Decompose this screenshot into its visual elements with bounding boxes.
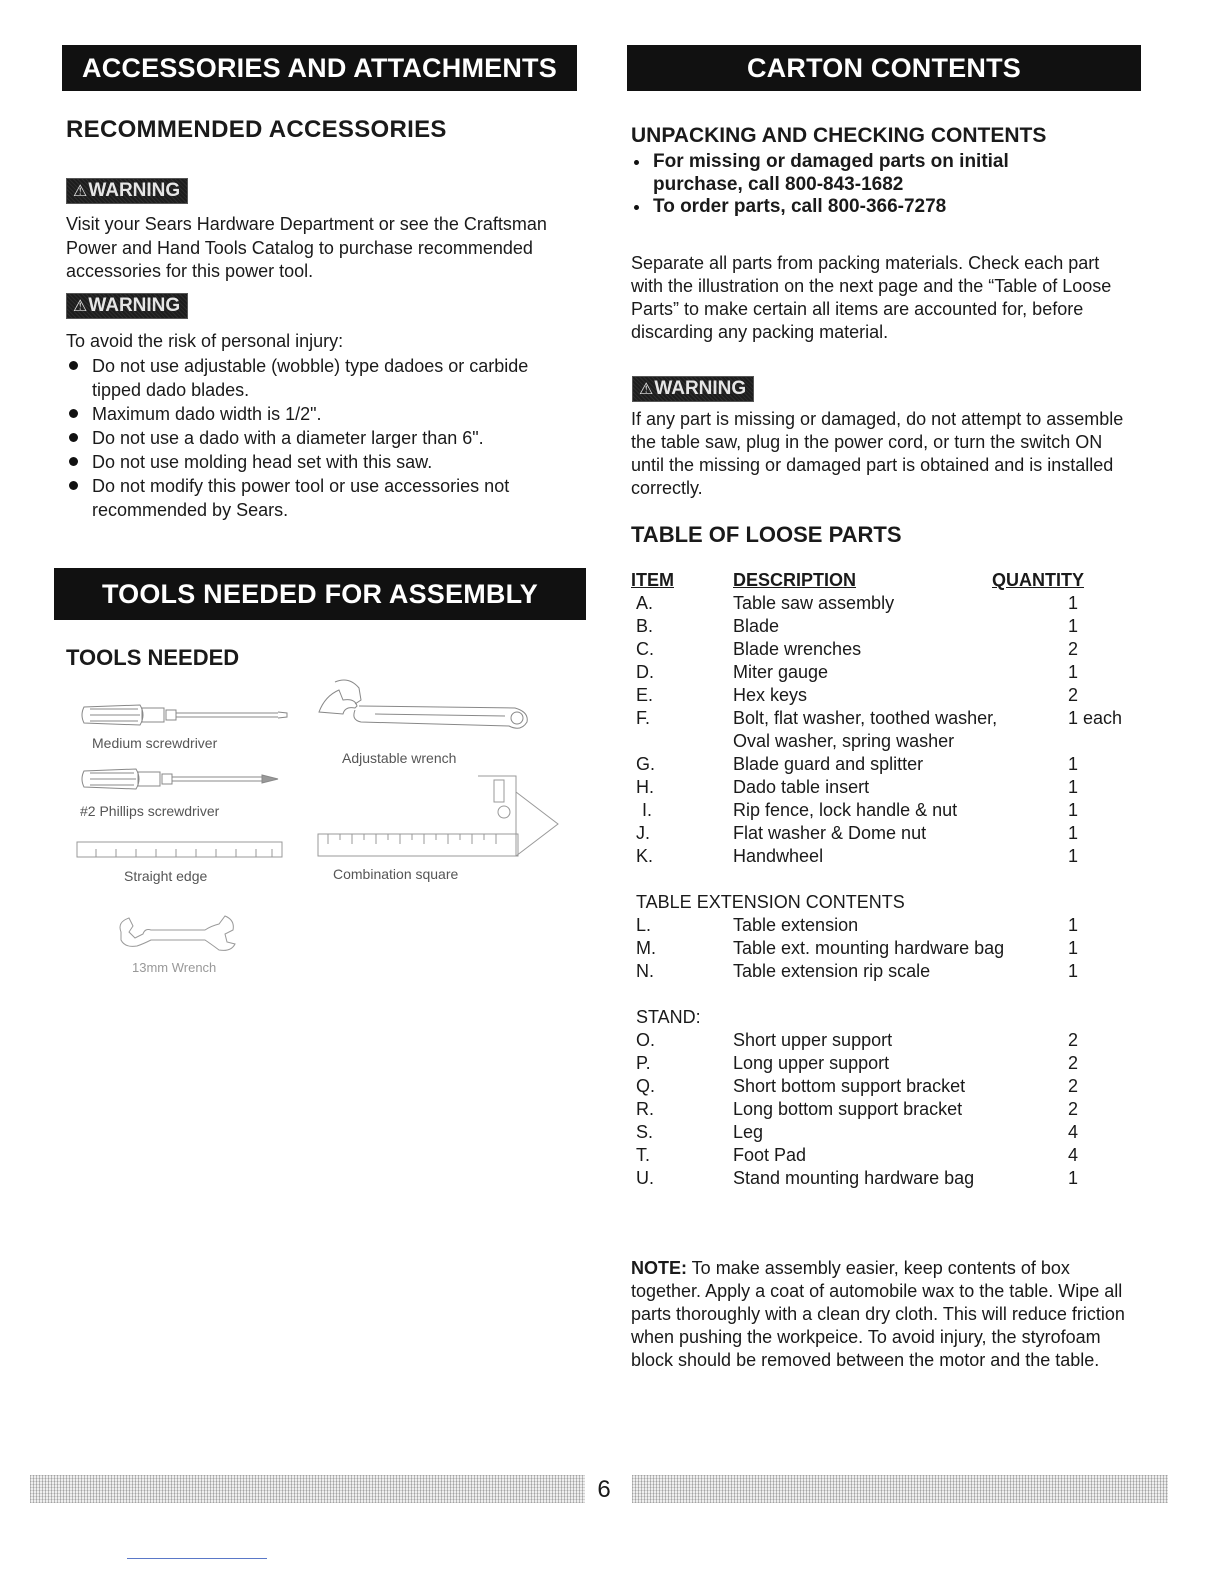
row-item: E. bbox=[636, 685, 654, 705]
row-item: D. bbox=[636, 662, 654, 682]
bullet-dot-icon bbox=[69, 409, 78, 418]
table-row bbox=[636, 684, 1136, 707]
table-row bbox=[636, 707, 1136, 730]
row-quantity: 1 bbox=[1068, 846, 1079, 866]
row-quantity: 1 bbox=[1068, 754, 1079, 774]
list-item bbox=[631, 151, 1101, 196]
row-quantity: 2 bbox=[1068, 1053, 1079, 1073]
row-quantity: 2 bbox=[1068, 1099, 1079, 1119]
table-of-loose-parts-heading: TABLE OF LOOSE PARTS bbox=[631, 522, 902, 547]
loose-parts-table-header bbox=[631, 569, 1136, 592]
warning-label-2 bbox=[66, 293, 188, 319]
table-row bbox=[636, 799, 1136, 822]
row-quantity: 1 bbox=[1068, 915, 1079, 935]
note-text: To make assembly easier, keep contents of box together. Apply a coat of automobile wax to the table. Wipe all parts thoroughly with a clean dry cloth. This will reduce friction when pushing the workpeice. To avoid injury, the styrofoam block should be removed between the motor and the table. bbox=[631, 1258, 1125, 1370]
row-quantity: 1 bbox=[1068, 800, 1079, 820]
row-quantity: 4 bbox=[1068, 1122, 1079, 1142]
combination-square-icon bbox=[316, 772, 561, 862]
row-quantity: 2 bbox=[1068, 685, 1079, 705]
table-row bbox=[636, 1029, 1136, 1052]
row-description: Table extension rip scale bbox=[733, 961, 931, 981]
bullet-text: Do not modify this power tool or use accessories not recommended by Sears. bbox=[92, 476, 510, 520]
row-description: Miter gauge bbox=[733, 662, 829, 682]
row-item: K. bbox=[636, 846, 654, 866]
page-number: 6 bbox=[597, 1476, 611, 1503]
row-quantity: 1 bbox=[1068, 938, 1079, 958]
row-description: Oval washer, spring washer bbox=[733, 731, 955, 751]
row-description: Stand mounting hardware bag bbox=[733, 1168, 975, 1188]
table-row bbox=[636, 638, 1136, 661]
warning-triangle-icon: ⚠ bbox=[73, 298, 88, 315]
warning-1-text bbox=[66, 213, 566, 284]
table-row bbox=[636, 914, 1136, 937]
row-item: C. bbox=[636, 639, 654, 659]
table-row bbox=[636, 822, 1136, 845]
row-item: M. bbox=[636, 938, 656, 958]
table-row bbox=[636, 753, 1136, 776]
row-description: Foot Pad bbox=[733, 1145, 807, 1165]
footer-pattern-left bbox=[30, 1475, 585, 1503]
warning-2-bullet-list bbox=[66, 354, 566, 522]
row-item: J. bbox=[636, 823, 651, 843]
13mm-wrench-icon bbox=[115, 914, 240, 954]
warning-2-intro: To avoid the risk of personal injury: bbox=[66, 331, 344, 351]
phillips-screwdriver-caption: #2 Phillips screwdriver bbox=[80, 803, 220, 819]
table-row bbox=[636, 776, 1136, 799]
row-description: Long bottom support bracket bbox=[733, 1099, 963, 1119]
combination-square-caption: Combination square bbox=[333, 866, 459, 882]
banner-accessories-and-attachments: ACCESSORIES AND ATTACHMENTS bbox=[62, 45, 577, 91]
row-description: Short bottom support bracket bbox=[733, 1076, 966, 1096]
row-description: Table extension bbox=[733, 915, 859, 935]
row-quantity: 1 bbox=[1068, 593, 1079, 613]
row-description: Dado table insert bbox=[733, 777, 870, 797]
row-item: U. bbox=[636, 1168, 654, 1188]
warning-triangle-icon: ⚠ bbox=[73, 183, 88, 200]
row-description: Blade bbox=[733, 616, 780, 636]
column-header-description: DESCRIPTION bbox=[733, 570, 857, 590]
row-item: A. bbox=[636, 593, 654, 613]
row-item: S. bbox=[636, 1122, 654, 1142]
list-item bbox=[66, 426, 566, 450]
bullet-dot-icon bbox=[69, 481, 78, 490]
row-item: O. bbox=[636, 1030, 656, 1050]
recommended-accessories-heading: RECOMMENDED ACCESSORIES bbox=[66, 116, 447, 143]
column-header-item: ITEM bbox=[631, 570, 674, 590]
row-description: Rip fence, lock handle & nut bbox=[733, 800, 958, 820]
row-quantity: 1 bbox=[1068, 662, 1079, 682]
table-row bbox=[636, 1052, 1136, 1075]
row-description: Hex keys bbox=[733, 685, 808, 705]
adjustable-wrench-caption: Adjustable wrench bbox=[342, 750, 457, 766]
row-quantity: 1 bbox=[1068, 616, 1079, 636]
row-description: Table saw assembly bbox=[733, 593, 895, 613]
table-row bbox=[636, 845, 1136, 868]
row-description: Table ext. mounting hardware bag bbox=[733, 938, 1005, 958]
bullet-text: Maximum dado width is 1/2". bbox=[92, 404, 322, 424]
row-description: Handwheel bbox=[733, 846, 824, 866]
table-row bbox=[636, 1098, 1136, 1121]
table-row bbox=[636, 1075, 1136, 1098]
row-quantity: 2 bbox=[1068, 1076, 1079, 1096]
unpacking-heading: UNPACKING AND CHECKING CONTENTS bbox=[631, 124, 1047, 147]
warning-3-text: If any part is missing or damaged, do not attempt to assemble the table saw, plug in the power cord, or turn the switch ON until the missing or damaged part is obtained and is installed correctly. bbox=[631, 409, 1124, 498]
table-row bbox=[636, 1121, 1136, 1144]
row-description: Short upper support bbox=[733, 1030, 893, 1050]
bullet-text: To order parts, call 800-366-7278 bbox=[653, 196, 947, 217]
adjustable-wrench-icon bbox=[315, 676, 535, 746]
bullet-text: Do not use adjustable (wobble) type dadoes or carbide tipped dado blades. bbox=[92, 356, 529, 400]
warning-label-text: WARNING bbox=[88, 295, 181, 316]
row-item: I. bbox=[642, 800, 653, 820]
row-description: Long upper support bbox=[733, 1053, 890, 1073]
table-row bbox=[636, 937, 1136, 960]
row-quantity: 2 bbox=[1068, 639, 1079, 659]
straight-edge-caption: Straight edge bbox=[124, 868, 208, 884]
table-row bbox=[636, 730, 1136, 753]
separate-parts-text: Separate all parts from packing materials. Check each part with the illustration on the next page and the “Table of Loose Parts” to make certain all items are accounted for, before discarding any packing material. bbox=[631, 253, 1112, 342]
row-quantity: 1 bbox=[1068, 823, 1079, 843]
assembly-note bbox=[631, 1257, 1131, 1372]
bullet-dot-icon bbox=[69, 361, 78, 370]
row-description: Leg bbox=[733, 1122, 764, 1142]
row-quantity: 1 each bbox=[1068, 708, 1123, 728]
warning-1-paragraph: Visit your Sears Hardware Department or see the Craftsman Power and Hand Tools Catalog to purchase recommended accessories for this power tool. bbox=[66, 214, 547, 281]
warning-triangle-icon: ⚠ bbox=[639, 381, 654, 398]
medium-screwdriver-icon bbox=[80, 698, 295, 732]
row-item: N. bbox=[636, 961, 654, 981]
extension-section-title bbox=[636, 891, 1136, 914]
list-item bbox=[66, 474, 566, 522]
list-item bbox=[66, 354, 566, 402]
table-row bbox=[636, 615, 1136, 638]
list-item bbox=[66, 402, 566, 426]
row-item: Q. bbox=[636, 1076, 656, 1096]
warning-label-text: WARNING bbox=[654, 378, 747, 399]
warning-label-text: WARNING bbox=[88, 180, 181, 201]
row-item: B. bbox=[636, 616, 654, 636]
note-label: NOTE: bbox=[631, 1258, 687, 1278]
row-description: Bolt, flat washer, toothed washer, bbox=[733, 708, 998, 728]
table-row bbox=[636, 960, 1136, 983]
bullet-text: For missing or damaged parts on initial purchase, call 800-843-1682 bbox=[653, 151, 1009, 195]
row-item: G. bbox=[636, 754, 656, 774]
list-item bbox=[66, 450, 566, 474]
bullet-dot-icon bbox=[634, 205, 639, 210]
row-quantity: 1 bbox=[1068, 961, 1079, 981]
row-item: F. bbox=[636, 708, 651, 728]
footer-pattern-right bbox=[632, 1475, 1168, 1503]
straight-edge-icon bbox=[76, 840, 284, 860]
13mm-wrench-caption: 13mm Wrench bbox=[132, 960, 217, 975]
medium-screwdriver-caption: Medium screwdriver bbox=[92, 735, 218, 751]
row-description: Flat washer & Dome nut bbox=[733, 823, 927, 843]
table-row bbox=[636, 592, 1136, 615]
row-item: T. bbox=[636, 1145, 651, 1165]
row-quantity: 4 bbox=[1068, 1145, 1079, 1165]
stand-title-text: STAND: bbox=[636, 1007, 701, 1027]
table-row bbox=[636, 1167, 1136, 1190]
row-quantity: 2 bbox=[1068, 1030, 1079, 1050]
bullet-dot-icon bbox=[69, 433, 78, 442]
bullet-text: Do not use a dado with a diameter larger than 6". bbox=[92, 428, 484, 448]
bullet-dot-icon bbox=[69, 457, 78, 466]
row-description: Blade guard and splitter bbox=[733, 754, 924, 774]
row-item: H. bbox=[636, 777, 654, 797]
row-quantity: 1 bbox=[1068, 1168, 1079, 1188]
row-quantity: 1 bbox=[1068, 777, 1079, 797]
warning-label-1 bbox=[66, 178, 188, 204]
phone-bullet-list bbox=[631, 151, 1101, 219]
list-item bbox=[631, 196, 1101, 219]
table-row bbox=[636, 661, 1136, 684]
phillips-screwdriver-icon bbox=[80, 763, 285, 795]
bullet-dot-icon bbox=[634, 160, 639, 165]
column-header-quantity: QUANTITY bbox=[992, 570, 1084, 590]
extension-title-text: TABLE EXTENSION CONTENTS bbox=[636, 892, 905, 912]
banner-tools-needed-for-assembly: TOOLS NEEDED FOR ASSEMBLY bbox=[54, 568, 586, 620]
banner-carton-contents: CARTON CONTENTS bbox=[627, 45, 1141, 91]
table-row bbox=[636, 1144, 1136, 1167]
row-description: Blade wrenches bbox=[733, 639, 862, 659]
warning-label-3 bbox=[632, 376, 754, 402]
divider-line bbox=[127, 1558, 267, 1559]
row-item: P. bbox=[636, 1053, 651, 1073]
row-item: R. bbox=[636, 1099, 654, 1119]
bullet-text: Do not use molding head set with this saw. bbox=[92, 452, 433, 472]
tools-needed-heading: TOOLS NEEDED bbox=[66, 645, 240, 670]
stand-section-title bbox=[636, 1006, 1136, 1029]
row-item: L. bbox=[636, 915, 652, 935]
